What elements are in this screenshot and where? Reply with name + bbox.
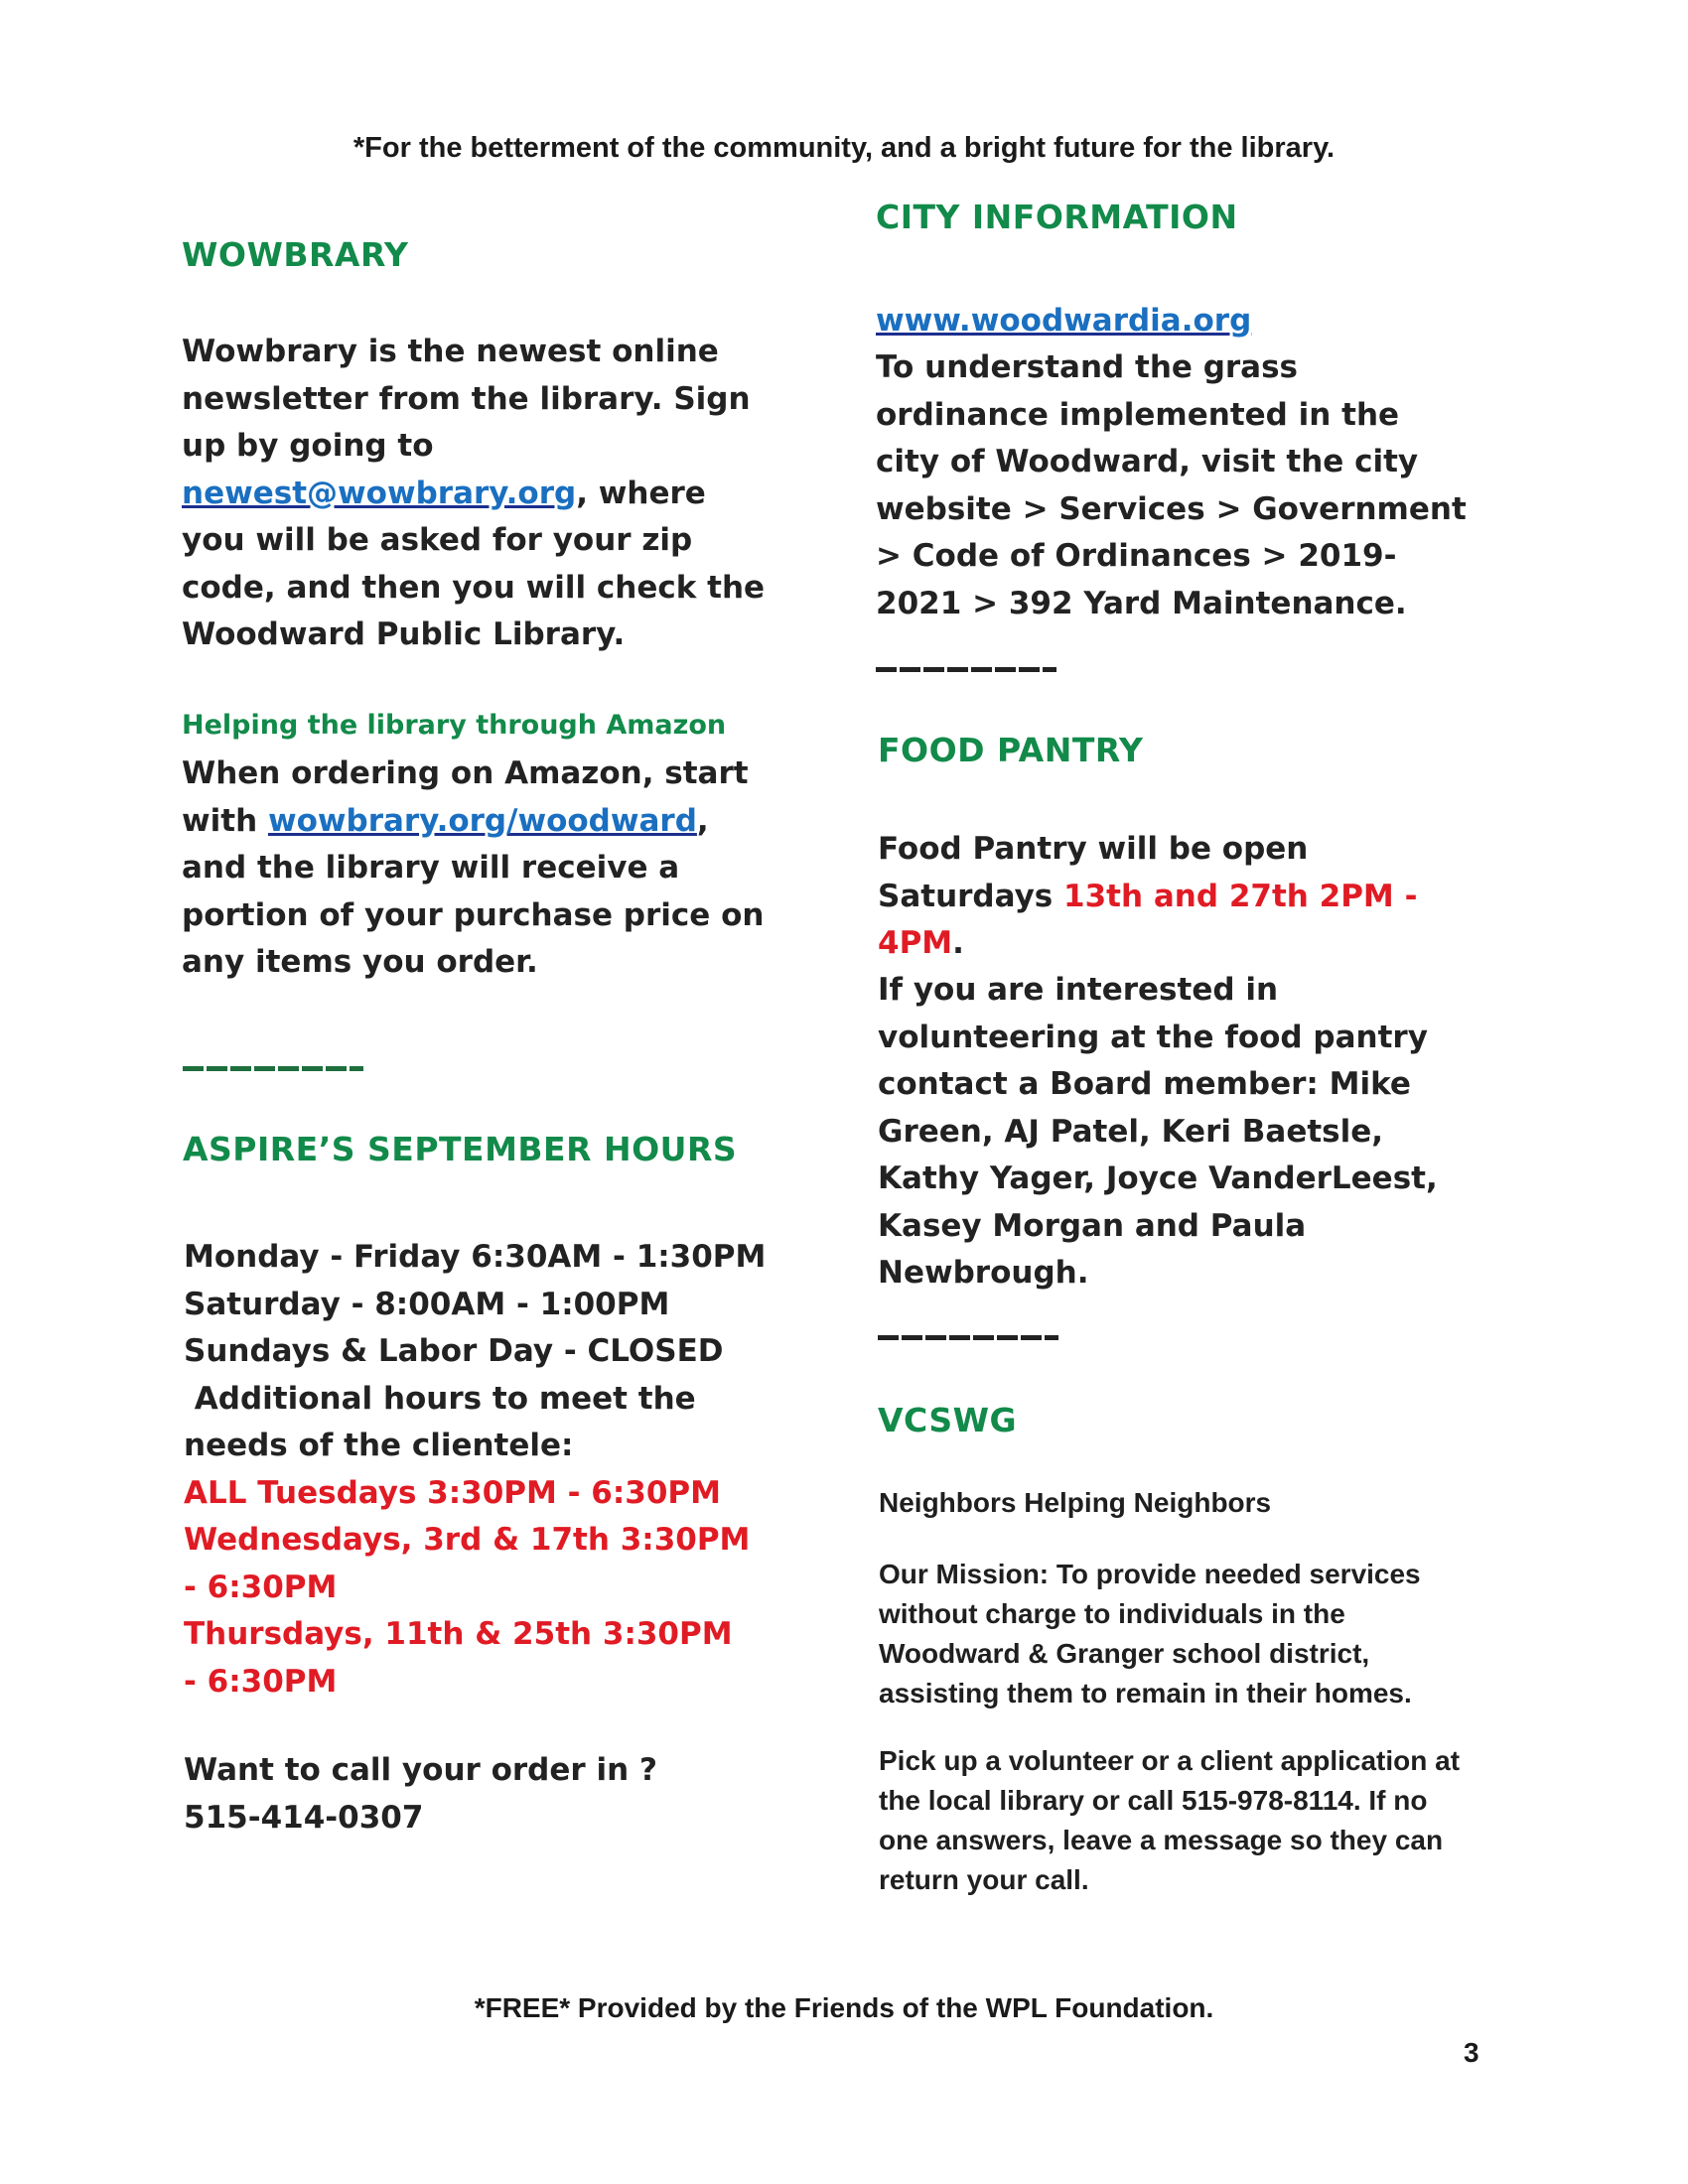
vcswg-mission: Our Mission: To provide needed services without charge to individuals in the Woodward & Granger school district, assisting them to remain in their homes. xyxy=(879,1559,1421,1708)
footer-text: *FREE* Provided by the Friends of the WPL Foundation. xyxy=(474,1992,1214,2023)
vcswg-pickup-text: Pick up a volunteer or a client application at the local library or call 515-978-8114. If no one answers, leave a message so they can return your call. xyxy=(879,1745,1461,1895)
city-information-heading: CITY INFORMATION xyxy=(876,198,1238,236)
section-divider xyxy=(183,1066,363,1071)
call-order-prompt: Want to call your order in ? xyxy=(184,1752,657,1788)
amazon-text xyxy=(182,751,777,987)
page-number: 3 xyxy=(1464,2037,1479,2068)
call-order-block xyxy=(184,1747,789,1842)
amazon-text-after: , and the library will receive a portion of your purchase price on any items you order. xyxy=(182,802,765,980)
hours-line: Monday - Friday 6:30AM - 1:30PM xyxy=(184,1239,767,1275)
amazon-text-before: When ordering on Amazon, start with xyxy=(182,755,749,839)
hours-note: Additional hours to meet the needs of the clientele: xyxy=(184,1380,707,1463)
section-divider xyxy=(878,1335,1058,1340)
hours-line: Sundays & Labor Day - CLOSED xyxy=(184,1333,724,1369)
wowbrary-heading: WOWBRARY xyxy=(182,235,409,274)
food-pantry-open-after: . xyxy=(952,925,964,961)
amazon-wowbrary-link[interactable]: wowbrary.org/woodward xyxy=(267,802,697,839)
food-pantry-open-text xyxy=(878,826,1434,968)
vcswg-heading: VCSWG xyxy=(878,1401,1018,1439)
food-pantry-heading: FOOD PANTRY xyxy=(878,731,1144,769)
food-pantry-open-before: Food Pantry will be open Saturdays xyxy=(878,831,1309,914)
call-order-phone[interactable]: 515-414-0307 xyxy=(184,1799,424,1836)
additional-hours-line: Thursdays, 11th & 25th 3:30PM - 6:30PM xyxy=(184,1616,733,1700)
food-pantry-open-dates: 13th and 27th 2PM - 4PM xyxy=(878,878,1418,961)
additional-hours-line: Wednesdays, 3rd & 17th 3:30PM - 6:30PM xyxy=(184,1522,751,1605)
aspire-hours-heading: ASPIRE’S SEPTEMBER HOURS xyxy=(183,1130,738,1168)
wowbrary-email-link[interactable]: newest@wowbrary.org xyxy=(182,475,577,511)
hours-line: Saturday - 8:00AM - 1:00PM xyxy=(184,1286,670,1322)
wowbrary-intro-text-after: , where you will be asked for your zip code, and then you will check the Woodward Public Library. xyxy=(182,475,766,652)
city-website-link[interactable]: www.woodwardia.org xyxy=(876,303,1252,339)
food-pantry-volunteer-text: If you are interested in volunteering at the food pantry contact a Board member: Mike Green, AJ Patel, Keri Baetsle, Kathy Yager, Joyce VanderLeest, Kasey Morgan and Paula Newbrough. xyxy=(878,972,1438,1291)
additional-hours-line: ALL Tuesdays 3:30PM - 6:30PM xyxy=(184,1474,721,1511)
aspire-hours-list xyxy=(184,1234,789,1706)
wowbrary-intro-text: Wowbrary is the newest online newsletter from the library. Sign up by going to xyxy=(182,334,751,464)
vcswg-tagline: Neighbors Helping Neighbors xyxy=(879,1487,1272,1518)
wowbrary-intro xyxy=(182,329,777,659)
section-divider xyxy=(876,667,1056,672)
city-information-text: To understand the grass ordinance implemented in the city of Woodward, visit the city website > Services > Government > Code of Ordinances > 2019-2021 > 392 Yard Maintenance. xyxy=(876,349,1467,621)
amazon-subheading: Helping the library through Amazon xyxy=(182,710,727,741)
header-tagline: *For the betterment of the community, and a bright future for the library. xyxy=(352,132,1336,164)
